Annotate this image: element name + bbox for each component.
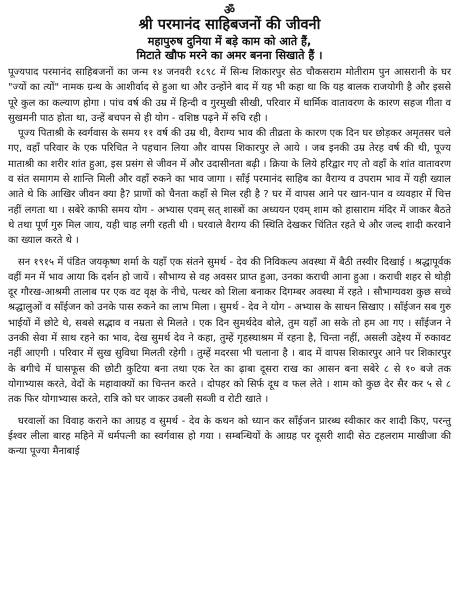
- paragraph-guru-meeting: सन १९१५ में पंडित जयकृष्ण शर्मा के यहाँ एक संतने सुमर्थ - देव की निविकल्प अवस्था में बैठी तस्वीर दिखाई । श्रद्धापूर्वक वहीं मन में भाव आया कि दर्शन हो जायें । सौभाग्य से वह अवसर प्राप्त हुआ, उनका कराची आना हुआ । कराची शहर से थोड़ी दूर गौरख-आश्रमी तालाब पर एक वट वृक्ष के नीचे, पत्थर को शिला बनाकर दिगम्बर अवस्था में रहते । सौभाग्यवश कुछ सच्चे श्रद्धालुओं व साँईजन को उनके पास रुकने का लाभ मिला । सुमर्थ - देव ने योग - अभ्यास के साधन सिखाए । साँईजन सब गुरु भाईयों में छोटे थे, सबसे सद्भाव व नम्रता से मिलते । एक दिन सुमर्थदेव बोले, तुम यहाँ आ सके तो हम आ गए । साँईजन ने उनकी सेवा में साथ रहने का भाव, देख सुमर्थ देव ने कहा, तुम्हें गृहस्थाश्रम में रहना है, चिन्ता नहीं, असली उद्देश्य में रुकावट नहीं आएगी । परिवार में सुख सुविधा मिलती रहेगी । तुम्हें मदरसा भी चलाना है । बाद में वापस शिकारपुर आने पर शिकारपुर के बगीचे में घासफूस की छोटी कुटिया बना तथा एक रेत का ढ़ाबा दूसरा राख का आसन बना सबेरे ८ से १० बजे तक योगाभ्यास करते, वेदों के महावाक्यों का चिन्तन करते । दोपहर को सिर्फ दूध व फल लेते । शाम को कुछ देर सैर कर ५ से ८ तक फिर योगाभ्यास करते, रात्रि को घर जाकर उबली सब्जी व रोटी खाते ।: [8, 256, 451, 406]
- paragraph-birth: पूज्यपाद परमानंद साहिबजनों का जन्म १४ जनवरी १८९८ में सिन्ध शिकारपुर सेठ चौकसराम मोतीराम पुन आसरानी के घर "ज्यों का त्यों" नामक ग्रन्थ के आशीर्वाद से हुआ था और उन्होंने बाद में यह भी कहा था कि यह बालक राजयोगी है और इससे पूरे कुल का कल्याण होगा । पांच वर्ष की उम्र में हिन्दी व गुरमुखी सीखी, परिवार में धार्मिक वातावरण के कारण सहज गीता व सुखमनी पाठ होता था, उन्हें बचपन से ही योग - वशिष्ठ पढ़ने में रुचि रही ।: [8, 67, 451, 124]
- tagline-line-2: मिटाते खौफ मरने का अमर बनना सिखाते हैं ।: [136, 49, 323, 62]
- paragraph-marriage: घरवालों का विवाह कराने का आग्रह व सुमर्थ - देव के कथन को ध्यान कर साँईजन प्रारब्ध स्वीकार कर शादी किए, परन्तु ईश्वर लीला बारह महिने में धर्मपत्नी का स्वर्गवास हो गया । सम्बन्धियों के आग्रह पर दूसरी शादी सेठ टहलराम माखीजा की कन्या पूज्या मैनाबाई: [8, 415, 451, 458]
- paragraph-renunciation: पूज्य पिताश्री के स्वर्गवास के समय ११ वर्ष की उम्र थी, वैराग्य भाव की तीव्रता के कारण एक दिन घर छोड़कर अमृतसर चले गए, वहाँ परिवार के एक परिचित ने पहचान लिया और वापस शिकारपुर ले आये । जब इनकी उम्र तेरह वर्ष की थी, पूज्य माताश्री का शरीर शांत हुआ, इस प्रसंग से जीवन में और उदासीनता बढ़ी । क्रिया के लिये हरिद्वार गए तो वहाँ के शांत वातावरण व संत समागम से शान्ति मिली और वहाँ रुकने का भाव जागा । साँई परमानंद साहिब का वैराग्य व उपराम भाव में यही ख्याल आते थे कि आखिर जीवन क्या है? प्राणों को चैनता कहाँ से मिल रही है ? घर में वापस आने पर खान-पान व व्यवहार में चित्त नहीं लगता था । सबेरे काफी समय योग - अभ्यास एवम् सत् शास्त्रों का अध्ययन एवम् शाम को हासाराम मंदिर में जाकर बैठते थे तथा पूर्ण गुरु मिल जाय, यही चाह लगी रहती थी । घरवाले वैराग्य की स्थिति देखकर चिंतित रहते थे और जल्द शादी करवाने का ख्याल करते थे ।: [8, 128, 451, 247]
- tagline-line-1: महापुरुष दुनिया में बड़े काम को आते हैं,: [147, 35, 312, 48]
- page-title: श्री परमानंद साहिबजनों की जीवनी: [138, 17, 321, 33]
- om-symbol: ॐ: [224, 3, 235, 17]
